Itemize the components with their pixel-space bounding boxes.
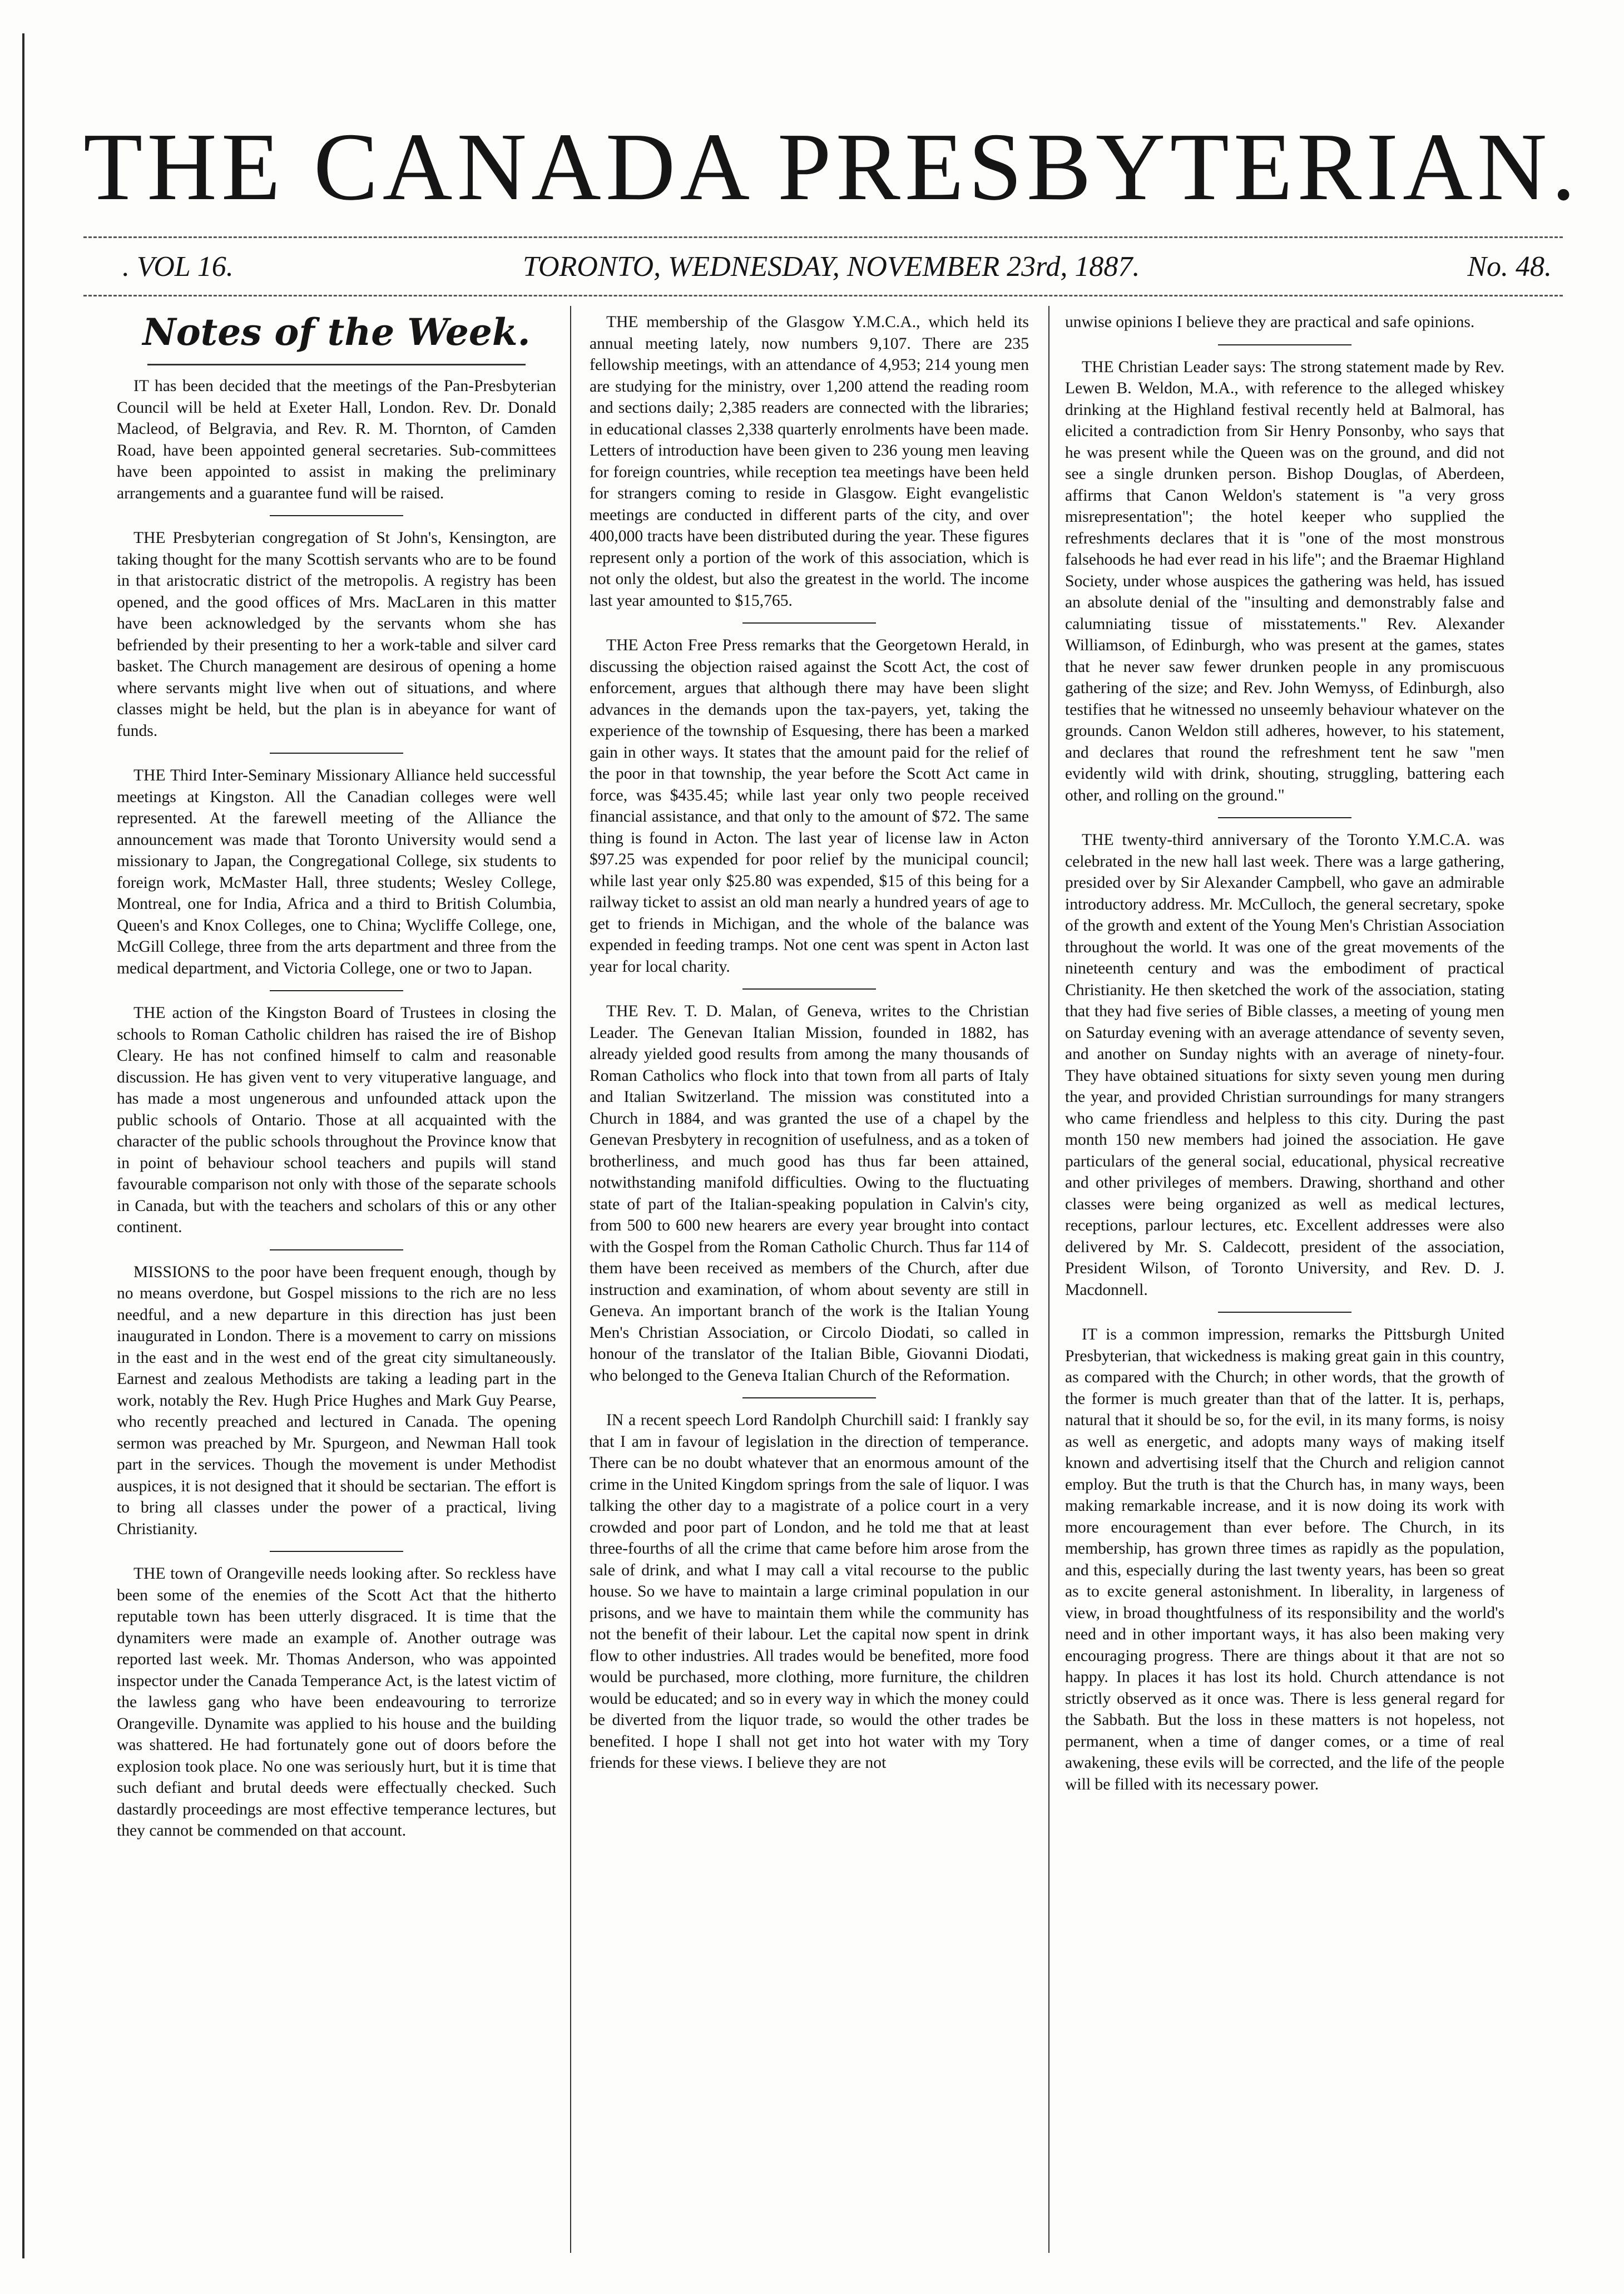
item-separator xyxy=(1218,344,1351,345)
dateline xyxy=(122,250,1552,289)
news-item: IN a recent speech Lord Randolph Churchill said: I frankly say that I am in favour of legislation in the direction of temperance. There can be no doubt whatever that an enormous amount of the crime in the United Kingdom springs from the sale of liquor. I was talking the other day to a magistrate of a police court in a very crowded and poor part of London, and he told me that at least three-fourths of all the crime that came before him arose from the sale of drink, and what I may call a vital recourse to the public house. So we have to maintain a large criminal population in our prisons, and we have to maintain them while the community has not the benefit of their labour. Let the capital now spent in drink flow to other industries. All trades would be benefited, more food would be purchased, more clothing, more furniture, the children would be educated; and so in every way in which the money could be diverted from the liquor trade, so would the other trades be benefited. I hope I shall not get into hot water with my Tory friends for these views. I believe they are not xyxy=(590,1411,1029,1772)
masthead-rule-top xyxy=(83,236,1563,238)
item-separator xyxy=(270,753,403,754)
issue-number: No. 48. xyxy=(1467,251,1552,283)
masthead-title: THE CANADA PRESBYTERIAN. xyxy=(83,113,1580,220)
dateline-rule-bottom xyxy=(83,295,1563,296)
item-separator xyxy=(270,1249,403,1250)
news-item-continuation: unwise opinions I believe they are practical and safe opinions. xyxy=(1065,313,1475,331)
item-separator xyxy=(270,1551,403,1552)
news-item: THE action of the Kingston Board of Trustees in closing the schools to Roman Catholic children has raised the ire of Bishop Cleary. He has not confined himself to calm and reasonable discussion. He has given vent to very vituperative language, and has made a most ungenerous and unfounded attack upon the public schools of Ontario. Those at all acquainted with the character of the public schools throughout the Province know that in point of behaviour school teachers and pupils will stand favourable comparison not only with those of the separate schools in Canada, but with the teachers and scholars of this or any other continent. xyxy=(117,1004,556,1236)
item-separator xyxy=(1218,1312,1351,1313)
item-separator xyxy=(1218,817,1351,818)
news-item: THE town of Orangeville needs looking after. So reckless have been some of the enemies of the Scott Act that the hitherto reputable town has been utterly disgraced. It is time that the dynamiters were made an example of. Another outrage was reported last week. Mr. Thomas Anderson, who was appointed inspector under the Canada Temperance Act, is the latest victim of the lawless gang who have been endeavouring to terrorize Orangeville. Dynamite was applied to his house and the building was shattered. He had fortunately gone out of doors before the explosion took place. No one was seriously hurt, but it is time that such defiant and brutal deeds were effectually checked. Such dastardly proceedings are most effective temperance lectures, but they cannot be commended on that account. xyxy=(117,1565,556,1840)
item-separator xyxy=(270,990,403,991)
section-title-rule xyxy=(147,364,526,365)
volume-label: . VOL 16. xyxy=(122,251,234,283)
left-margin-rule xyxy=(22,33,24,2258)
column-separator xyxy=(1048,306,1049,2253)
column-3 xyxy=(1065,312,1504,1795)
place-date: TORONTO, WEDNESDAY, NOVEMBER 23rd, 1887. xyxy=(523,251,1140,283)
column-1 xyxy=(117,312,556,1842)
news-item: THE Christian Leader says: The strong statement made by Rev. Lewen B. Weldon, M.A., with reference to the alleged whiskey drinking at the Highland festival recently held at Balmoral, has elicited a contradiction from Sir Henry Ponsonby, who says that he was present while the Queen was on the ground, and did not see a single drunken person. Bishop Douglas, of Aberdeen, affirms that Canon Weldon's statement is "a very gross misrepresentation"; the hotel keeper who supplied the refreshments declares that it is "one of the most monstrous falsehoods he had ever read in his life"; and the Braemar Highland Society, under whose auspices the gathering was held, has issued an absolute denial of the "insulting and demonstrably false and calumniating tissue of misstatements." Rev. Alexander Williamson, of Edinburgh, who was present at the games, states that he never saw fewer drunken people in any promiscuous gathering of the size; and Rev. John Wemyss, of Edinburgh, also testifies that he witnessed no unseemly behaviour whatever on the grounds. Canon Weldon still adheres, however, to his statement, and declares that round the refreshment tent he saw "men evidently wild with drink, shouting, struggling, battering each other, and rolling on the ground." xyxy=(1065,358,1504,804)
item-separator xyxy=(270,515,403,516)
item-separator xyxy=(742,1397,876,1398)
news-item: THE Rev. T. D. Malan, of Geneva, writes to the Christian Leader. The Genevan Italian Mission, founded in 1882, has already yielded good results from among the many thousands of Roman Catholics who flock into that town from all parts of Italy and Italian Switzerland. The mission was constituted into a Church in 1884, and was granted the use of a chapel by the Genevan Presbytery in recognition of usefulness, and as a token of brotherliness, and much good has thus far been attained, notwithstanding manifold difficulties. Owing to the fluctuating state of part of the Italian-speaking population in Calvin's city, from 500 to 600 new hearers are every year brought into contact with the Gospel from the Roman Catholic Church. Thus far 114 of them have been received as members of the Church, after due instruction and examination, of whom about seventy are still in Geneva. An important branch of the work is the Italian Young Men's Christian Association, or Circolo Diodati, so called in honour of the translator of the Italian Bible, Giovanni Diodati, who belonged to the Geneva Italian Church of the Reformation. xyxy=(590,1002,1029,1385)
column-2 xyxy=(590,312,1029,1774)
item-separator xyxy=(742,622,876,624)
news-item: IT is a common impression, remarks the Pittsburgh United Presbyterian, that wickedness is making great gain in this country, as compared with the Church; in other words, that the growth of the former is much greater than that of the latter. It is, perhaps, natural that it should be so, for the evil, in its many forms, is noisy as well as energetic, and adopts many ways of making itself known and advertising itself that the Church and religion cannot employ. But the truth is that the Church has, in many ways, been making remarkable increase, and it is now doing its work with more encouragement than ever before. The Church, in its membership, has grown three times as rapidly as the population, and this, especially during the last twenty years, has been so great as to excite general astonishment. In liberality, in largeness of view, in broad thoughtfulness of its responsibility and the world's need and in other important ways, it has also been making very encouraging progress. There are things about it that are not so happy. In places it has lost its hold. Church attendance is not strictly observed as it once was. There is less general regard for the Sabbath. But the loss in these matters is not hopeless, not permanent, when a time of danger comes, or a time of real awakening, these evils will be corrected, and the life of the people will be filled with its necessary power. xyxy=(1065,1326,1504,1793)
news-item: THE Acton Free Press remarks that the Georgetown Herald, in discussing the objection raised against the Scott Act, the cost of enforcement, argues that although there may have been slight advances in the demands upon the tax-payers, yet, taking the experience of the township of Esquesing, there has been a marked gain in other ways. It states that the amount paid for the relief of the poor in that township, the year before the Scott Act came in force, was $435.45; while last year only two people received financial assistance, and that only to the amount of $72. The same thing is found in Acton. The last year of license law in Acton $97.25 was expended for poor relief by the municipal council; while last year only $25.80 was expended, $15 of this being for a railway ticket to assist an old man nearly a hundred years of age to get to friends in Michigan, and the whole of the balance was expended in feeding tramps. Not one cent was spent in Acton last year for local charity. xyxy=(590,636,1029,976)
news-item: THE membership of the Glasgow Y.M.C.A., which held its annual meeting lately, now numbers 9,107. There are 235 fellowship meetings, with an attendance of 4,953; 214 young men are studying for the ministry, over 1,200 attend the reading room and sections daily; 2,385 readers are connected with the libraries; in educational classes 2,338 quarterly enrolments have been made. Letters of introduction have been given to 236 young men leaving for foreign countries, while reception tea meetings have been held for strangers coming to reside in Glasgow. Eight evangelistic meetings are conducted in different parts of the city, and over 400,000 tracts have been distributed during the year. These figures represent only a portion of the work of this association, which is not only the oldest, but also the greatest in the world. The income last year amounted to $15,765. xyxy=(590,313,1029,610)
news-item: IT has been decided that the meetings of the Pan-Presbyterian Council will be held at Exeter Hall, London. Rev. Dr. Donald Macleod, of Belgravia, and Rev. R. M. Thornton, of Camden Road, have been appointed general secretaries. Sub-committees have been appointed to assist in making the preliminary arrangements and a guarantee fund will be raised. xyxy=(117,377,556,502)
item-separator xyxy=(742,988,876,990)
news-item: THE twenty-third anniversary of the Toronto Y.M.C.A. was celebrated in the new hall last week. There was a large gathering, presided over by Sir Alexander Campbell, who gave an admirable introductory address. Mr. McCulloch, the general secretary, spoke of the growth and extent of the Young Men's Christian Association throughout the world. It was one of the great movements of the nineteenth century and was the embodiment of practical Christianity. He then sketched the work of the association, stating that they had five series of Bible classes, a meeting of young men on Saturday evening with an average attendance of seventy seven, and another on Sunday nights with an average of ninety-four. They have obtained situations for sixty seven young men during the year, and provided Christian surroundings for many strangers who came friendless and helpless to this city. During the past month 150 new members had joined the association. He gave particulars of the general social, educational, physical recreative and other privileges of members. Drawing, shorthand and other classes were being organized as well as medical lectures, receptions, parlour lectures, etc. Excellent addresses were also delivered by Mr. S. Caldecott, president of the association, President Wilson, of Toronto University, and Rev. D. J. Macdonnell. xyxy=(1065,831,1504,1299)
column-separator xyxy=(570,306,571,2253)
news-item: MISSIONS to the poor have been frequent enough, though by no means overdone, but Gospel missions to the rich are no less needful, and a new departure in this direction has just been inaugurated in London. There is a movement to carry on missions in the east and in the west end of the great city simultaneously. Earnest and zealous Methodists are taking a leading part in the work, notably the Rev. Hugh Price Hughes and Mark Guy Pearse, who recently preached and lectured in Canada. The opening sermon was preached by Mr. Spurgeon, and Newman Hall took part in the services. Though the movement is under Methodist auspices, it is not designed that it should be sectarian. The effort is to bring all classes under the power of a practical, living Christianity. xyxy=(117,1263,556,1538)
section-title: Notes of the Week. xyxy=(142,310,531,354)
news-item: THE Third Inter-Seminary Missionary Alliance held successful meetings at Kingston. All the Canadian colleges were well represented. At the farewell meeting of the Alliance the announcement was made that Toronto University would send a missionary to Japan, the Congregational College, six students to foreign work, McMaster Hall, three students; Wesley College, Montreal, one for India, Africa and a third to British Columbia, Queen's and Knox Colleges, one to China; Wycliffe College, one, McGill College, three from the arts department and three from the medical department, and Victoria College, one or two to Japan. xyxy=(117,767,556,977)
news-item: THE Presbyterian congregation of St John's, Kensington, are taking thought for the many Scottish servants who are to be found in that aristocratic district of the metropolis. A registry has been opened, and the good offices of Mrs. MacLaren in this matter have been acknowledged by the servants whom she has befriended by their presenting to her a work-table and silver card basket. The Church management are desirous of opening a home where servants might live when out of situations, and where classes might be held, but the plan is in abeyance for want of funds. xyxy=(117,529,556,740)
